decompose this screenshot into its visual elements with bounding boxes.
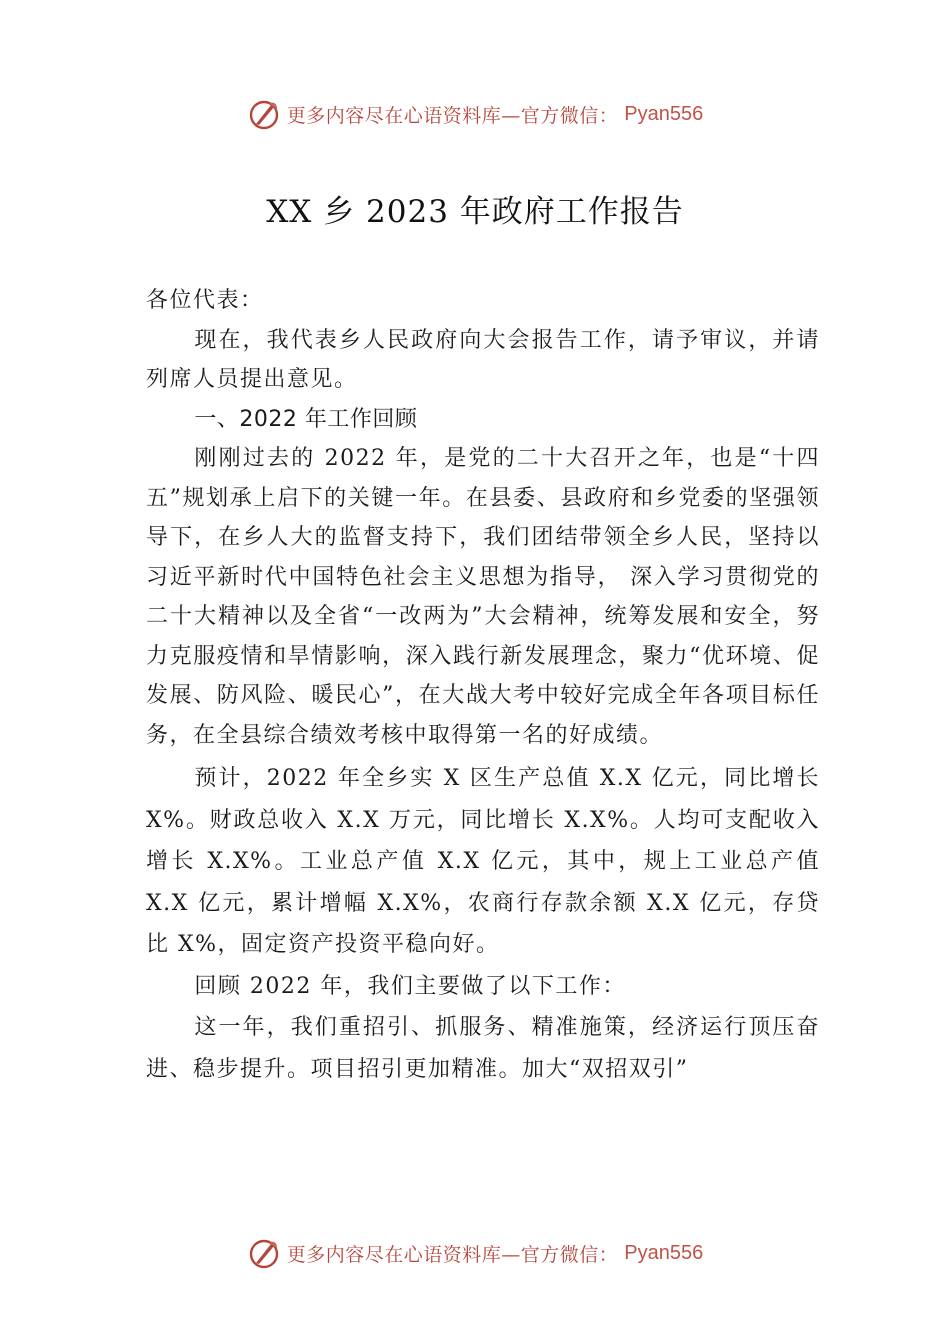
economy-paragraph: 这一年，我们重招引、抓服务、精准施策，经济运行顶压奋进、稳步提升。项目招引更加精准。加大“双招双引”	[146, 1015, 820, 1082]
section-heading: 一、2022 年工作回顾	[194, 406, 418, 432]
watermark-text: 更多内容尽在心语资料库—官方微信：	[286, 104, 619, 127]
document-title: XX 乡 2023 年政府工作报告	[266, 194, 684, 230]
intro-paragraph: 现在，我代表乡人民政府向大会报告工作，请予审议，并请列席人员提出意见。	[146, 327, 820, 392]
watermark-text: 更多内容尽在心语资料库—官方微信：	[286, 1243, 619, 1266]
watermark-wechat-id: Pyan556	[624, 102, 704, 125]
watermark-wechat-id: Pyan556	[624, 1241, 704, 1264]
statistics-paragraph: 预计，2022 年全乡实 X 区生产总值 X.X 亿元，同比增长 X%。财政总收入 X.X 万元，同比增长 X.X%。人均可支配收入增长 X.X%。工业总产值 X.X 亿元，其中，规上工业总产值 X.X 亿元，累计增幅 X.X%，农商行存款余额 X.X 亿元，存贷比 X%，固定资产投资平稳向好。	[146, 766, 820, 957]
review-paragraph: 刚刚过去的 2022 年，是党的二十大召开之年，也是“十四五”规划承上启下的关键一年。在县委、县政府和乡党委的坚强领导下，在乡人大的监督支持下，我们团结带领全乡人民，坚持以习近平新时代中国特色社会主义思想为指导， 深入学习贯彻党的二十大精神以及全省“一改两为”大会精神，统筹发展和安全，努力克服疫情和旱情影响，深入践行新发展理念，聚力“优环境、促发展、防风险、暖民心”，在大战大考中较好完成全年各项目标任务，在全县综合绩效考核中取得第一名的好成绩。	[146, 446, 820, 748]
quill-logo-icon	[247, 97, 281, 131]
document-body	[146, 281, 820, 1090]
watermark-footer	[0, 1233, 950, 1273]
work-summary-paragraph: 回顾 2022 年，我们主要做了以下工作：	[194, 973, 626, 999]
salutation: 各位代表：	[146, 288, 264, 313]
quill-logo-icon	[247, 1236, 281, 1270]
watermark-header	[0, 94, 950, 134]
